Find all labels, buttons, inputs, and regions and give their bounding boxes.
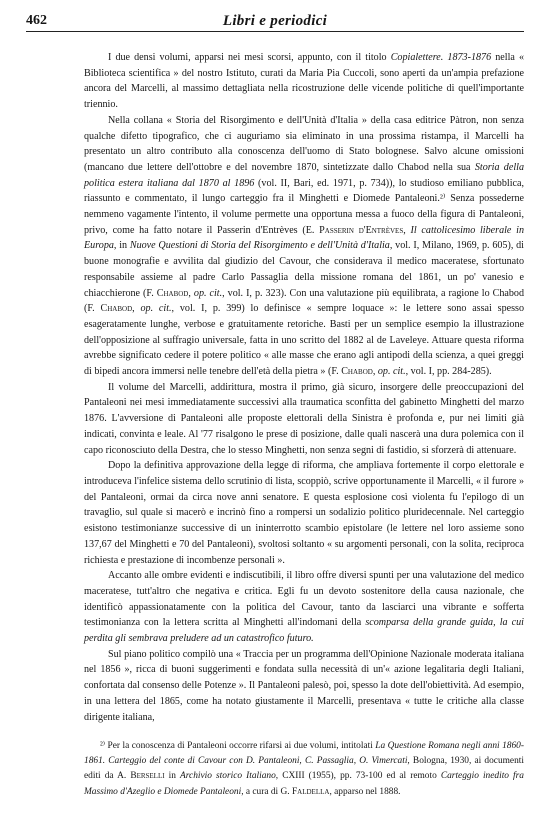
author-name: Chabod xyxy=(156,287,189,299)
text-run: Il volume del Marcelli, addirittura, mostra il primo, già sicuro, insorgere delle preoccupazioni del Pantaleoni nei mesi immediatamente successivi alla traumatica sconfitta del gabinetto Minghetti del marzo 1876. L'avversione di Pantaleoni alle proposte elettorali della Sinistra è profonda e, pur nei limiti già indicati, convinta e leale. Al '77 risalgono le prese di posizione, dalle quali nascerà una dura polemica con il capo riconosciuto della Destra, che lo stesso Minghetti, non senza segni di fastidio, si sforzerà di attenuare. xyxy=(84,381,524,456)
italic-text: Copialettere. 1873-1876 xyxy=(390,52,492,63)
text-run: , vol. I, p. 323). Con una valutazione più equilibrata, a ragione lo Chabod (F. xyxy=(84,287,525,315)
paragraph xyxy=(84,113,524,380)
author-name: Faldella xyxy=(291,786,330,797)
italic-text: op. cit. xyxy=(140,303,172,315)
author-name: Chabod xyxy=(341,366,373,378)
text-run: Dopo la definitiva approvazione della legge di riforma, che ampliava fortemente il corpo elettorale e introduceva l'infelice sistema dello scrutinio di lista, scoppiò, scrive opportunamente il Marcelli, « il furore » del Pantaleoni, ormai da circa nove anni senatore. E questa esplosione così violenta fu l'epilogo di un travaglio, sul quale si macerò e incrinò fino a rompersi un sodalizio politico pluridecennale. Nel carteggio esistono testimonianze successive di un ininterrotto scambio epistolare (le lettere nel loro assieme sono 137,67 del Minghetti e 70 del Pantaleoni), svoltosi soltanto « su argomenti personali, con la solita, reciproca richiesta e prestazione di incombenze personali ». xyxy=(84,460,524,566)
text-run: , CXIII (1955), pp. 73-100 ed al remoto xyxy=(275,771,441,782)
page-number: 462 xyxy=(26,13,47,28)
author-name: Chabod xyxy=(100,303,133,315)
text-run: nella « Biblioteca scientifica » del nostro Istituto, curati da Maria Pia Cuccoli, sono aperti da un'ampia prefazione ancora del Marcelli, al massimo dettagliata nella ricostruzione delle vicende politiche di quell'importante triennio. xyxy=(84,52,524,111)
text-run: , vol. I, p. 399) lo definisce « sempre loquace »: le lettere sono assai spesso esageratamente lunghe, verbose e gratuitamente retoriche. Basti per un semplice esempio la illustrazione dell'opposizione al suffragio universale, fatta in uno scritto del 1882 al de Laveleye. Attuare questa riforma avrebbe significato cedere il potere politico « alle masse che erano agli antipodi della scienza, a quei greggi di bipedi ancora immersi nelle tenebre dell'età della pietra » (F. xyxy=(84,303,525,378)
italic-text: op. cit. xyxy=(193,287,223,299)
body-text xyxy=(84,50,524,725)
text-run: in xyxy=(164,771,180,782)
running-title: Libri e periodici xyxy=(222,13,328,29)
italic-text: Archivio storico Italiano xyxy=(180,771,276,782)
header-rule xyxy=(26,31,524,32)
page-header xyxy=(26,10,524,32)
text-run: Sul piano politico compilò una « Traccia per un programma dell'Opinione Nazionale moderata italiana nel 1856 », ricca di buoni suggerimenti e fondata sulla necessità di un'« azione legalitaria degli Italiani, confortata dal consenso delle Potenze ». Il Pantaleoni palesò, poi, spesso la dote dell'obiettività. Ad esempio, in una lettera del 1865, come ha notato giustamente il Marcelli, presentava « tutte le critiche alla classe dirigente italiana, xyxy=(84,648,524,723)
text-run: , vol. I, pp. 284-285). xyxy=(405,366,492,378)
text-run: , Bologna, 1930, ai documenti editi da A. xyxy=(84,756,524,782)
footnote xyxy=(84,739,524,800)
text-run: (vol. II, Bari, ed. 1971, p. 734)), lo studioso emiliano pubblica, riassunto e commentato, il lungo carteggio fra il Minghetti e Diomede Pantaleoni.²⁾ Senza possederne nemmeno vagamente l'intento, il volume permette una opportuna messa a fuoco della figura di Pantaleoni, privo, come ha fatto notare il Passerin d'Entrèves (E. xyxy=(84,177,524,236)
text-run: Nella collana « Storia del Risorgimento e dell'Unità d'Italia » della casa editrice Pàtron, non senza qualche difetto tipografico, che ci auguriamo sia eliminato in una prossima ristampa, il Marcelli ha presentato un altro contributo alla conoscenza dell'uomo di Stato bolognese. Salvo alcune omissioni (mancano due lettere dell'ottobre e del novembre 1870, sintetizzate dallo Chabod nella sua xyxy=(84,114,524,173)
text-run: , in xyxy=(113,240,130,252)
author-name: Berselli xyxy=(130,771,165,782)
text-run: I due densi volumi, apparsi nei mesi scorsi, appunto, con il titolo xyxy=(108,52,391,63)
italic-text: La Questione Romana negli anni 1860-1861. Carteggio del conte di Cavour con D. Pantaleoni, C. Passaglia, O. Vimercati xyxy=(84,741,524,767)
paragraph xyxy=(84,380,524,459)
paragraph xyxy=(84,50,524,113)
text-run: , xyxy=(188,287,194,299)
text-run: ²⁾ Per la conoscenza di Pantaleoni occorre rifarsi ai due volumi, intitolati xyxy=(100,741,376,751)
paragraph xyxy=(84,458,524,568)
text-run: , xyxy=(403,224,411,236)
italic-text: Il cattolicesimo liberale in Europa xyxy=(84,224,524,252)
text-run: , apparso nel 1888. xyxy=(329,786,401,797)
text-run: , vol. I, Milano, 1969, p. 605), di buone monografie e avvilita dal giudizio del Cavour, che considerava il medico maceratese, sfortunato responsabile assieme al padre Carlo Passaglia della missione romana del 1861, un po' vanesio e chiacchierone (F. xyxy=(84,240,524,299)
footnotes xyxy=(84,739,524,800)
author-name: Passerin d'Entrèves xyxy=(319,224,404,236)
paragraph xyxy=(84,568,524,647)
italic-text: Carteggio inedito fra Massimo d'Azeglio e Diomede Pantaleoni xyxy=(84,771,524,797)
text-run: Accanto alle ombre evidenti e indiscutibili, il libro offre diversi spunti per una valutazione del medico maceratese, tutt'altro che negativa e critica. Egli fu un devoto sostenitore della causa nazionale, che identificò appassionatamente con la politica del Cavour, tanto da lasciarci una vibrante e sofferta testimonianza con la lettera scritta al Minghetti all'indomani della xyxy=(84,570,524,629)
text-run: , xyxy=(372,366,378,378)
paragraph xyxy=(84,647,524,726)
italic-text: Storia della politica estera italiana dal 1870 al 1896 xyxy=(84,161,524,189)
italic-text: op. cit. xyxy=(377,366,406,378)
italic-text: Nuove Questioni di Storia del Risorgimento e dell'Unità d'Italia xyxy=(129,240,390,252)
italic-text: scomparsa della grande guida, la cui perdita gli sembrava preludere ad un catastrofico futuro. xyxy=(84,617,524,645)
text-run: , xyxy=(132,303,141,315)
text-run: , a cura di G. xyxy=(241,786,292,797)
